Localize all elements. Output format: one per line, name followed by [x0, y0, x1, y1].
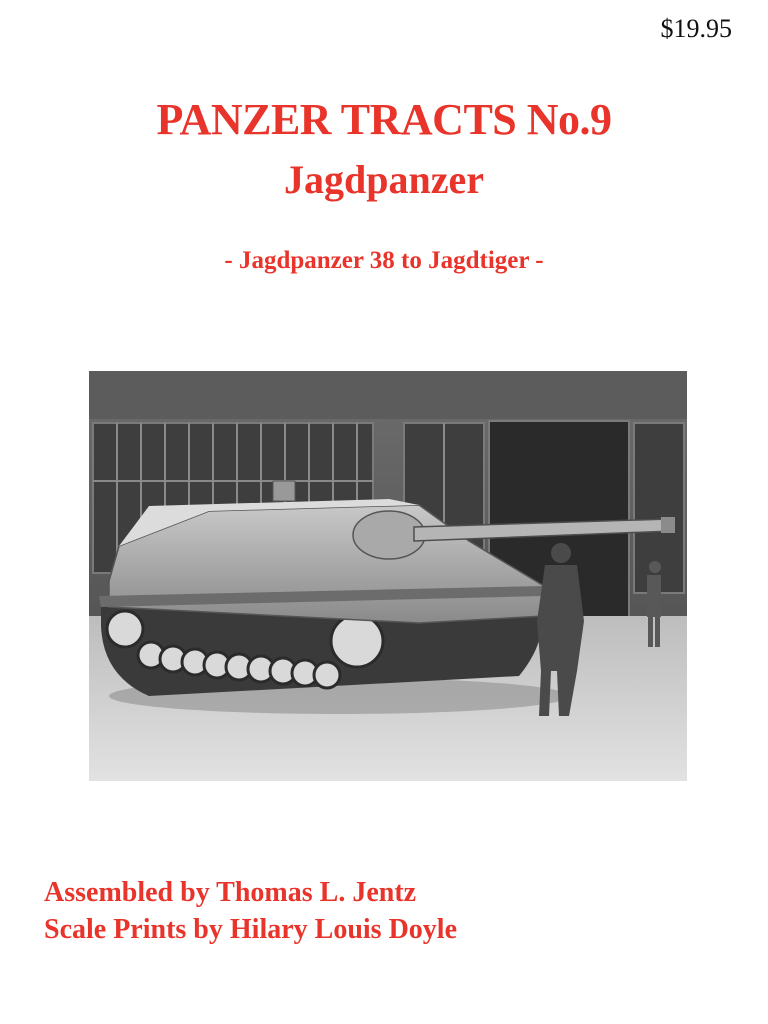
tank-photo-icon — [89, 371, 687, 781]
subtitle: - Jagdpanzer 38 to Jagdtiger - — [224, 247, 544, 274]
volume-title: Jagdpanzer — [284, 157, 484, 202]
credits-block — [44, 874, 457, 948]
scale-prints-credit: Scale Prints by Hilary Louis Doyle — [44, 914, 457, 945]
price-label: $19.95 — [660, 14, 732, 43]
series-title: PANZER TRACTS No.9 — [156, 95, 612, 144]
cover-photo — [89, 371, 687, 781]
assembled-by-credit: Assembled by Thomas L. Jentz — [44, 877, 417, 908]
